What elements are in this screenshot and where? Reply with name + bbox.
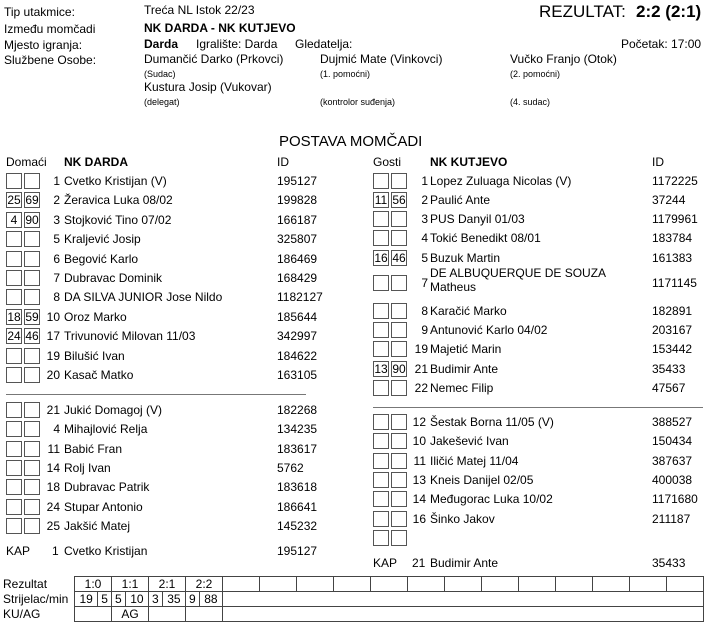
away-sub-row — [0, 490, 712, 509]
away-starter-row — [0, 172, 712, 191]
player-number: 11 — [413, 453, 426, 468]
result-cell: 2:2 — [186, 577, 223, 592]
match-teams: NK DARDA - NK KUTJEVO — [144, 21, 296, 35]
result-cell-empty — [519, 577, 556, 592]
player-number: 19 — [414, 342, 428, 356]
player-number: 8 — [421, 304, 428, 318]
sub-minute-box: 69 — [25, 193, 39, 208]
player-id: 47567 — [652, 381, 686, 395]
sub-minute-box — [373, 433, 389, 449]
official-referee: Dumančić Darko (Prkovci) — [144, 52, 284, 66]
away-kap-label: KAP — [373, 556, 398, 570]
player-number: 13 — [412, 472, 426, 487]
tip-label: Tip utakmice: — [4, 5, 75, 19]
player-number: 18 — [46, 480, 60, 495]
away-sub-row — [0, 471, 712, 490]
lineup-title: POSTAVA MOMČADI — [279, 133, 423, 150]
result-cell-empty — [630, 577, 667, 592]
result-cell: 2:1 — [149, 577, 186, 592]
rezultat-value: 2:2 (2:1) — [636, 2, 702, 21]
official-delegate-role: (delegat) — [144, 97, 180, 107]
away-id-label: ID — [652, 155, 664, 169]
sub-minute-box — [373, 230, 389, 246]
player-number: 21 — [414, 362, 428, 376]
sub-minute-box — [373, 322, 389, 338]
player-id: 183784 — [652, 231, 693, 245]
player-id: 182891 — [652, 304, 693, 318]
away-side-label: Gosti — [373, 155, 402, 169]
home-team-name: NK DARDA — [64, 155, 128, 169]
mjesto-value: Darda — [144, 37, 179, 51]
rezultat-label: REZULTAT: — [539, 2, 626, 21]
player-name: Mihajlović Relja — [64, 422, 148, 437]
scorer-num: 9 — [186, 592, 200, 607]
sub-minute-box: 59 — [25, 309, 39, 324]
player-name: Bilušić Ivan — [64, 348, 125, 363]
scorer-min: 88 — [199, 592, 222, 607]
player-name: Antunović Karlo 04/02 — [430, 323, 548, 337]
player-number: 17 — [46, 329, 60, 344]
sub-minute-box — [373, 472, 389, 488]
mjesto-label: Mjesto igranja: — [4, 38, 83, 52]
official-assistant-2-role: (2. pomoćni) — [510, 69, 561, 79]
home-id-label: ID — [277, 155, 289, 169]
score-row-scorers — [0, 592, 704, 607]
player-name: Dubravac Dominik — [64, 271, 163, 285]
player-id: 37244 — [652, 193, 686, 207]
player-name: Budimir Ante — [430, 362, 499, 376]
player-id: 150434 — [652, 434, 693, 449]
player-name: Kneis Danijel 02/05 — [430, 472, 534, 487]
player-name: Begović Karlo — [64, 251, 139, 266]
sub-minute-box — [373, 173, 389, 189]
player-id: 183617 — [277, 441, 318, 456]
away-sub-row — [0, 510, 712, 529]
player-id: 166187 — [277, 212, 318, 227]
player-id: 1172225 — [652, 174, 698, 188]
result-cell-empty — [223, 577, 260, 592]
kuag-empty — [223, 607, 704, 622]
away-kap-name: Budimir Ante — [430, 556, 499, 570]
sub-minute-box: 13 — [374, 362, 388, 376]
player-id: 35433 — [652, 362, 686, 376]
player-name: Lopez Zuluaga Nicolas (V) — [430, 174, 572, 188]
away-divider — [373, 407, 703, 408]
player-name: Kasač Matko — [64, 368, 134, 382]
player-number: 20 — [46, 368, 60, 382]
sub-minute-box: 56 — [392, 193, 406, 207]
player-name: Karačić Marko — [430, 304, 507, 318]
sub-minute-box: 46 — [392, 251, 406, 265]
sub-minute-box: 90 — [392, 362, 406, 376]
player-name: Trivunović Milovan 11/03 — [64, 329, 196, 344]
gledatelja: Gledatelja: — [295, 37, 353, 51]
away-starter-row — [0, 302, 712, 321]
player-name: PUS Danyil 01/03 — [430, 212, 525, 226]
player-number: 6 — [53, 251, 60, 266]
player-id: 195127 — [277, 174, 318, 188]
player-name: Iličić Matej 11/04 — [430, 453, 519, 468]
player-id: 185644 — [277, 309, 318, 324]
scorer-num: 19 — [75, 592, 98, 607]
kuag-row-label: KU/AG — [3, 607, 41, 621]
izmedu-label: Između momčadi — [4, 22, 96, 36]
player-number: 1 — [421, 174, 428, 188]
scorer-num: 3 — [149, 592, 163, 607]
player-id: 1182127 — [277, 290, 323, 305]
player-name: Majetić Marin — [430, 342, 502, 356]
rezultat-row-label: Rezultat — [3, 577, 48, 591]
player-number: 21 — [46, 403, 60, 417]
strijelac-row-label: Strijelac/min — [3, 592, 69, 606]
official-assistant-1: Dujmić Mate (Vinkovci) — [320, 52, 443, 66]
player-number: 22 — [414, 381, 428, 395]
scorer-min: 35 — [162, 592, 185, 607]
player-number: 4 — [421, 231, 428, 245]
score-row-kuag — [0, 607, 704, 622]
player-number: 16 — [412, 511, 426, 526]
sub-minute-box: 46 — [25, 329, 39, 344]
away-starter-row — [0, 340, 712, 359]
player-id: 183618 — [277, 480, 318, 495]
away-sub-row — [0, 413, 712, 432]
kuag-cell — [75, 607, 112, 622]
player-name: Šestak Borna 11/05 (V) — [430, 415, 554, 429]
sub-minute-box — [373, 511, 389, 527]
home-kap-num: 1 — [52, 544, 59, 558]
player-name: DE ALBUQUERQUE DE SOUZA Matheus — [430, 266, 606, 294]
sub-minute-box: 11 — [374, 193, 388, 207]
player-id: 153442 — [652, 342, 693, 356]
official-controller-role: (kontrolor suđenja) — [320, 97, 396, 107]
player-name: Babić Fran — [64, 441, 123, 456]
result-cell-empty — [260, 577, 297, 592]
away-team-name: NK KUTJEVO — [430, 155, 508, 169]
result-cell-empty — [593, 577, 630, 592]
pocetak: Početak: 17:00 — [621, 37, 702, 51]
player-number: 14 — [46, 460, 60, 475]
player-name: Tokić Benedikt 08/01 — [430, 231, 541, 245]
sub-minute-box: 18 — [7, 309, 21, 324]
result-cell-empty — [556, 577, 593, 592]
player-name: Međugorac Luka 10/02 — [430, 492, 553, 507]
away-sub-row — [0, 432, 712, 451]
player-number: 9 — [421, 323, 428, 337]
player-id: 1179961 — [652, 212, 698, 226]
player-id: 168429 — [277, 271, 318, 285]
scorer-min: 5 — [98, 592, 112, 607]
player-id: 387637 — [652, 453, 693, 468]
player-number: 5 — [421, 251, 428, 265]
player-number: 2 — [53, 193, 60, 208]
player-name: Dubravac Patrik — [64, 480, 150, 495]
result-cell-empty — [371, 577, 408, 592]
result-cell-empty — [445, 577, 482, 592]
player-id: 325807 — [277, 232, 318, 247]
kuag-cell — [186, 607, 223, 622]
player-id: 1171680 — [652, 492, 698, 507]
player-name: Kraljević Josip — [64, 232, 141, 247]
player-id: 199828 — [277, 193, 318, 208]
sluzbene-label: Službene Osobe: — [4, 53, 97, 67]
result-cell-empty — [482, 577, 519, 592]
result-cell: 1:1 — [112, 577, 149, 592]
sub-minute-box — [391, 530, 407, 546]
player-number: 3 — [53, 212, 60, 227]
sub-minute-box: 16 — [374, 251, 388, 265]
score-row-results — [0, 577, 704, 592]
official-delegate: Kustura Josip (Vukovar) — [144, 80, 272, 94]
player-name: Buzuk Martin — [430, 251, 501, 265]
away-sub-row — [0, 452, 712, 471]
player-number: 7 — [53, 271, 60, 285]
result-cell-empty — [334, 577, 371, 592]
away-starter-row — [0, 229, 712, 248]
player-id: 184622 — [277, 348, 318, 363]
player-name: Stojković Tino 07/02 — [64, 212, 172, 227]
player-id: 211187 — [652, 511, 691, 526]
kuag-cell: AG — [112, 607, 149, 622]
official-assistant-1-role: (1. pomoćni) — [320, 69, 371, 79]
result-cell-empty — [667, 577, 704, 592]
sub-minute-box — [373, 380, 389, 396]
sub-minute-box — [373, 530, 389, 546]
player-number: 2 — [421, 193, 428, 207]
home-kap-id: 195127 — [277, 544, 318, 558]
player-id: 134235 — [277, 422, 318, 437]
official-assistant-2: Vučko Franjo (Otok) — [510, 52, 617, 66]
kuag-cell — [149, 607, 186, 622]
player-id: 388527 — [652, 415, 693, 429]
player-number: 7 — [421, 276, 428, 290]
player-name: Oroz Marko — [64, 309, 127, 324]
home-kap-label: KAP — [6, 544, 31, 558]
result-cell-empty — [408, 577, 445, 592]
away-starter-row — [0, 210, 712, 229]
sub-minute-box: 4 — [6, 212, 22, 228]
result-cell: 1:0 — [75, 577, 112, 592]
player-id: 145232 — [277, 518, 318, 533]
player-number: 11 — [47, 441, 60, 456]
sub-minute-box — [373, 453, 389, 469]
player-id: 163105 — [277, 368, 318, 382]
sub-minute-box — [373, 491, 389, 507]
player-id: 203167 — [652, 323, 693, 337]
player-name: Rolj Ivan — [64, 460, 111, 475]
home-kap-name: Cvetko Kristijan — [64, 544, 148, 558]
scorer-num: 5 — [112, 592, 126, 607]
player-number: 24 — [46, 499, 60, 514]
away-kap-num: 21 — [412, 556, 426, 570]
player-number: 4 — [53, 422, 60, 437]
player-id: 186469 — [277, 251, 318, 266]
player-name: Nemec Filip — [430, 381, 494, 395]
player-number: 12 — [412, 415, 426, 429]
player-name: DA SILVA JUNIOR Jose Nildo — [64, 290, 223, 305]
player-id: 186641 — [277, 499, 318, 514]
official-fourth-role: (4. sudac) — [510, 97, 551, 107]
sub-minute-box — [373, 211, 389, 227]
player-name: Žeravica Luka 08/02 — [64, 193, 173, 208]
player-number: 5 — [53, 232, 60, 247]
away-starter-row — [0, 321, 712, 340]
player-number: 3 — [421, 212, 428, 226]
player-number: 10 — [46, 309, 60, 324]
scorer-empty — [223, 592, 704, 607]
player-name: Paulić Ante — [430, 193, 491, 207]
player-name: Cvetko Kristijan (V) — [64, 174, 167, 188]
player-number: 10 — [412, 434, 426, 449]
away-starter-row — [0, 360, 712, 379]
tip-value: Treća NL Istok 22/23 — [144, 3, 255, 17]
sub-minute-box — [373, 275, 389, 291]
igraliste: Igralište: Darda — [196, 37, 278, 51]
player-number: 1 — [53, 174, 60, 188]
away-kap-id: 35433 — [652, 556, 686, 570]
scorer-min: 10 — [125, 592, 148, 607]
player-id: 400038 — [652, 472, 693, 487]
score-table — [0, 576, 704, 622]
player-name: Stupar Antonio — [64, 499, 143, 514]
sub-minute-box — [373, 341, 389, 357]
player-name: Jakšić Matej — [64, 518, 131, 533]
sub-minute-box — [373, 303, 389, 319]
player-name: Šinko Jakov — [430, 511, 495, 526]
player-number: 14 — [412, 492, 426, 507]
sub-minute-box — [373, 414, 389, 430]
result-cell-empty — [297, 577, 334, 592]
player-id: 5762 — [277, 460, 304, 475]
sub-minute-box: 25 — [7, 193, 21, 208]
sub-minute-box: 24 — [7, 329, 21, 344]
player-number: 25 — [46, 518, 60, 533]
player-name: Jakešević Ivan — [430, 434, 509, 449]
player-number: 19 — [46, 348, 60, 363]
player-id: 161383 — [652, 251, 693, 265]
player-id: 182268 — [277, 403, 318, 417]
home-side-label: Domaći — [6, 155, 47, 169]
player-number: 8 — [53, 290, 60, 305]
player-id: 1171145 — [652, 276, 697, 290]
player-id: 342997 — [277, 329, 318, 344]
sub-minute-box: 90 — [25, 212, 39, 227]
player-name: Jukić Domagoj (V) — [64, 403, 163, 417]
official-referee-role: (Sudac) — [144, 69, 176, 79]
away-starter-row — [0, 191, 712, 210]
away-starter-row — [0, 266, 712, 294]
away-starter-row — [0, 379, 712, 398]
